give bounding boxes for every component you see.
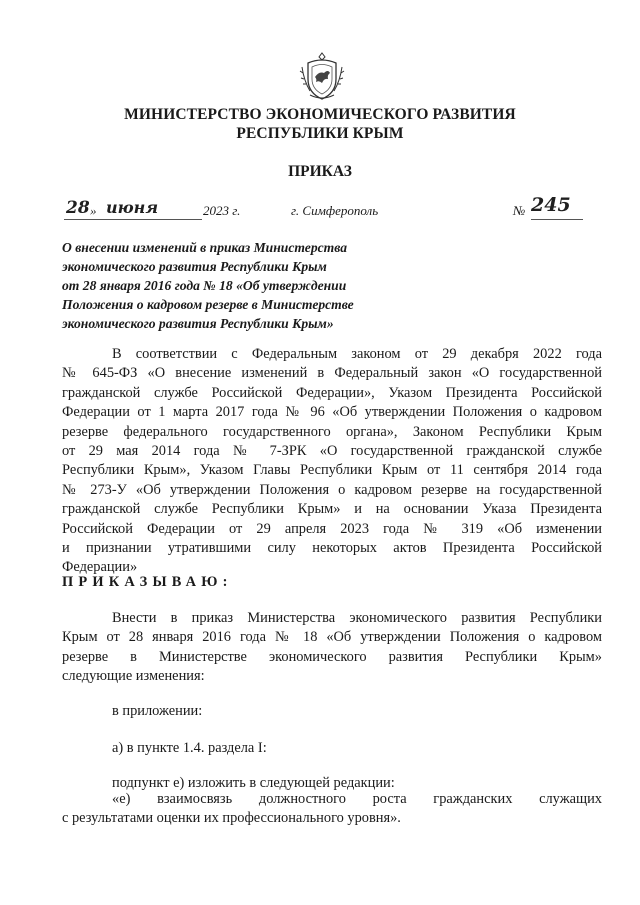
text-line: гражданской службе Российской Федерации», Указом Президента Российской — [62, 384, 602, 401]
text-line: и признании утратившими силу некоторых актов Президента Российской — [62, 540, 602, 557]
subject-line: экономического развития Республики Крым — [62, 259, 327, 274]
subject-line: О внесении изменений в приказ Министерства — [62, 240, 347, 255]
text-line: Республики Крым», Указом Главы Республики Крым от 11 сентября 2014 года — [62, 462, 602, 479]
text-line: Федерации от 1 марта 2017 года № 96 «Об утверждении Положения о кадровом — [62, 404, 602, 421]
subject-line: экономического развития Республики Крым» — [62, 316, 334, 331]
subitem-e-line: подпункт е) изложить в следующей редакции: — [112, 775, 395, 791]
order-paragraph — [62, 609, 602, 687]
subject-line: от 28 января 2016 года № 18 «Об утверждении — [62, 278, 347, 293]
text-line: Федерации» — [62, 559, 138, 576]
crimea-coat-of-arms-icon — [298, 51, 346, 101]
text-line: резерве в Министерстве экономического развития Республики Крым» — [62, 648, 602, 665]
handwritten-order-number: 245 — [531, 194, 571, 216]
text-line: гражданской службе Республики Крым» и на основании Указа Президента — [62, 501, 602, 518]
text-line: следующие изменения: — [62, 668, 205, 685]
item-a-line: а) в пункте 1.4. раздела I: — [112, 740, 267, 756]
preamble-paragraph — [62, 345, 602, 578]
text-line: № 645-ФЗ «О внесение изменений в Федеральный закон «О государственной — [62, 365, 602, 382]
handwritten-day: 28 — [66, 198, 90, 218]
city-text: г. Симферополь — [291, 203, 379, 218]
order-directive-word: ПРИКАЗЫВАЮ: — [62, 574, 233, 590]
document-type-title: ПРИКАЗ — [288, 163, 352, 180]
date-underline — [64, 219, 202, 220]
new-wording-paragraph — [62, 790, 602, 829]
number-underline — [531, 219, 583, 220]
appendix-line: в приложении: — [112, 703, 203, 719]
text-line: с результатами оценки их профессионального уровня». — [62, 810, 401, 827]
text-line: В соответствии с Федеральным законом от 29 декабря 2022 года — [112, 346, 602, 362]
number-label: № — [513, 203, 526, 218]
date-line — [0, 194, 640, 224]
text-line: Российской Федерации от 29 апреля 2023 года № 319 «Об изменении — [62, 520, 602, 537]
text-line: Крым от 28 января 2016 года № 18 «Об утверждении Положения о кадровом — [62, 629, 602, 646]
text-line: резерве федерального государственного органа», Законом Республики Крым — [62, 423, 602, 440]
order-subject — [62, 238, 442, 333]
handwritten-month: июня — [106, 198, 159, 217]
text-line: «е) взаимосвязь должностного роста гражданских служащих — [112, 791, 602, 807]
ministry-name-line1: МИНИСТЕРСТВО ЭКОНОМИЧЕСКОГО РАЗВИТИЯ — [124, 106, 516, 123]
year-text: 2023 г. — [203, 203, 241, 218]
text-line: от 29 мая 2014 года № 7-ЗРК «О государственной гражданской службе — [62, 443, 602, 460]
ministry-name-line2: РЕСПУБЛИКИ КРЫМ — [236, 125, 404, 142]
subject-line: Положения о кадровом резерве в Министерстве — [62, 297, 354, 312]
text-line: Внести в приказ Министерства экономического развития Республики — [112, 610, 602, 626]
text-line: № 273-У «Об утверждении Положения о кадровом резерве на государственной — [62, 481, 602, 498]
day-close-quote: » — [90, 203, 97, 218]
